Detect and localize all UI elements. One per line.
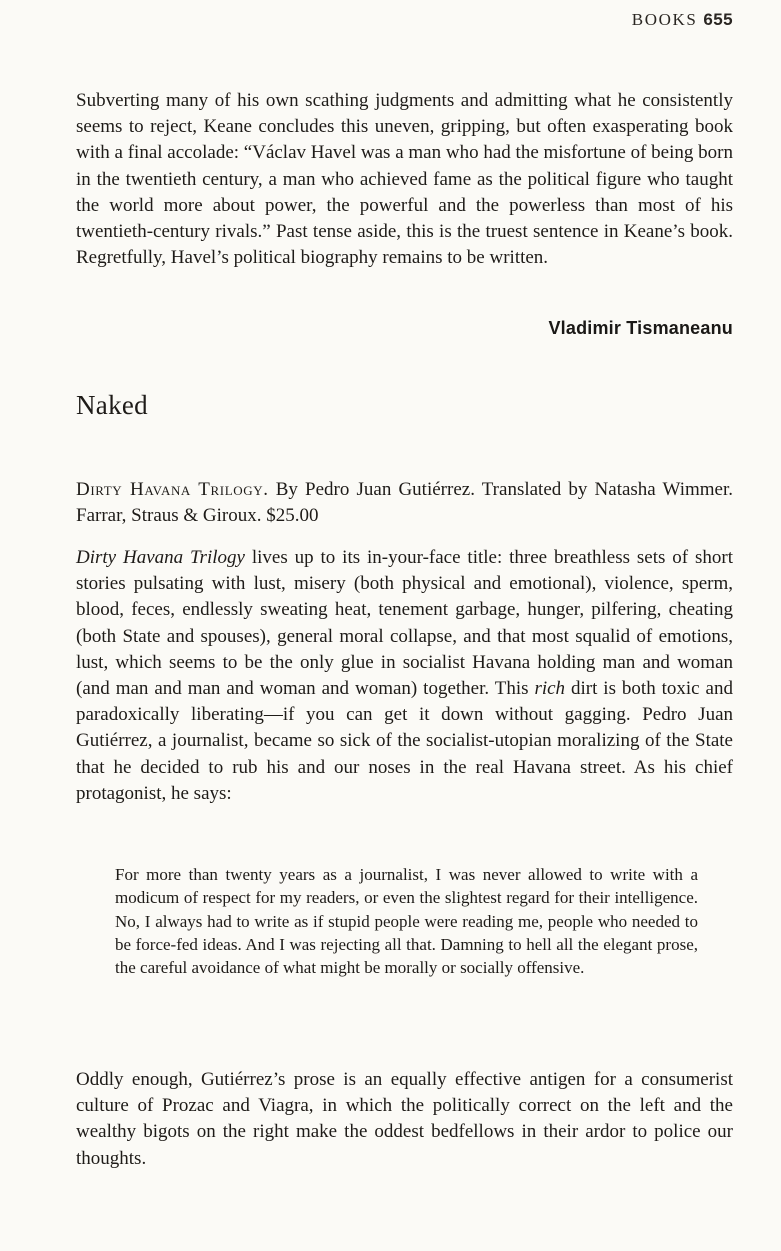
book-info [76,477,733,529]
italic-book-title: Dirty Havana Trilogy [76,547,245,568]
block-quote: For more than twenty years as a journalist, I was never allowed to write with a modicum of respect for my readers, or even the slightest regard for their intelligence. No, I always had to write as if stupid people were reading me, people who needed to be force-fed ideas. And I was rejecting all that. Damning to hell all the elegant prose, the careful avoidance of what might be morally or socially offensive. [115,865,698,978]
reviewer-signature: Vladimir Tismaneanu [548,318,733,338]
book-title: Dirty Havana Trilogy. [76,479,269,500]
book-details: Translated by Natasha Wimmer. Farrar, Straus & Giroux. $25.00 [76,479,733,527]
page-number: 655 [703,10,733,29]
paragraph-text: lives up to its in-your-face title: three breathless sets of short stories pulsating with lust, misery (both physical and emotional), violence, sperm, blood, feces, endlessly sweating heat, tenement garbage, hunger, pilfering, cheating (both State and spouses), general moral collapse, and that most squalid of emotions, lust, which seems to be the only glue in socialist Havana holding man and woman (and man and man and woman and woman) together. This [76,547,733,700]
review-closing-paragraph: Subverting many of his own scathing judgments and admitting what he consistently seems to reject, Keane concludes this uneven, gripping, but often exasperating book with a final accolade: “Václav Havel was a man who had the misfortune of being born in the twentieth century, a man who achieved fame as the political figure who taught the world more about power, the powerful and the powerless than most of his twentieth-century rivals.” Past tense aside, this is the truest sentence in Keane’s book. Regretfully, Havel’s political biography remains to be written. [76,90,733,269]
review-paragraph-1 [76,545,733,807]
book-byline: By Pedro Juan Gutiérrez. [268,479,475,500]
paragraph-text: dirt is both toxic and paradoxically liberating—if you can get it down without gagging. Pedro Juan Gutiérrez, a journalist, became so sick of the socialist-utopian moralizing of the State that he decided to rub his and our noses in the real Havana street. As his chief protagonist, he says: [76,678,733,804]
italic-emphasis: rich [534,678,566,700]
review-paragraph-2: Oddly enough, Gutiérrez’s prose is an equally effective antigen for a consumerist culture of Prozac and Viagra, in which the politically correct on the left and the wealthy bigots on the right make the oddest bedfellows in their ardor to police our thoughts. [76,1069,733,1169]
running-head-section: BOOKS [631,10,698,29]
review-heading: Naked [76,390,148,420]
running-head [632,10,733,30]
